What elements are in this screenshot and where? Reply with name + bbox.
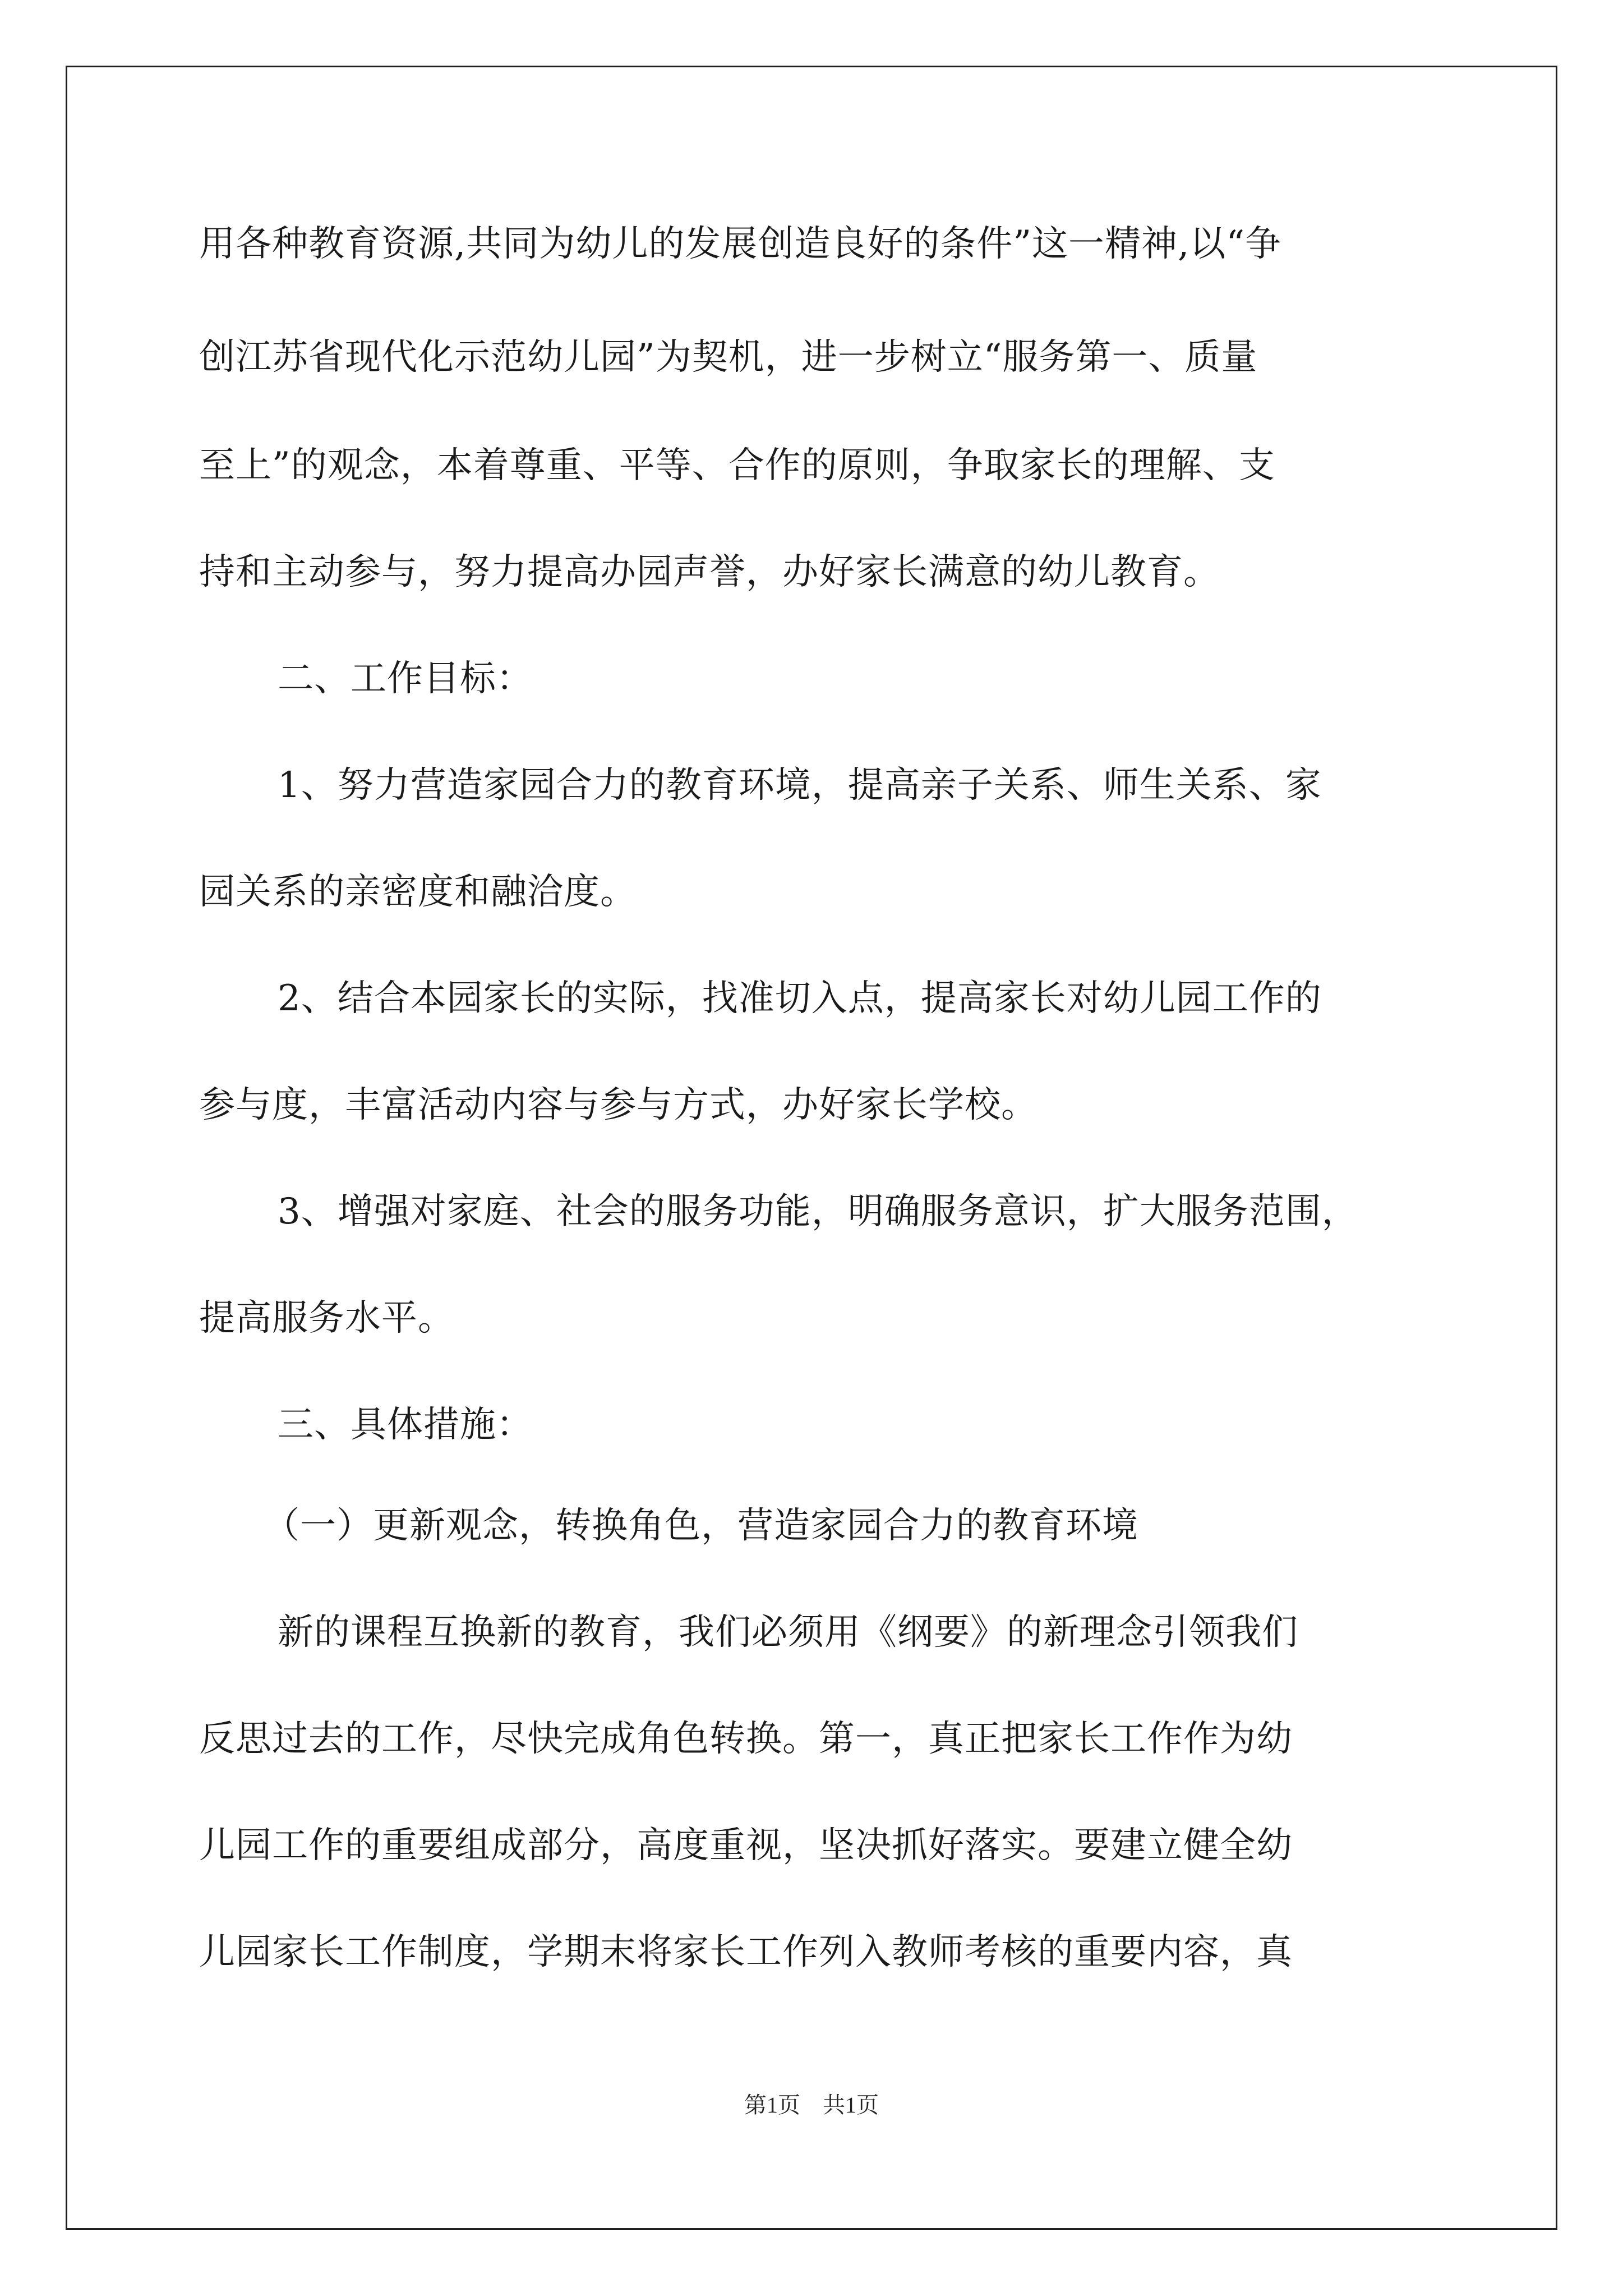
page-border xyxy=(66,66,1557,2230)
goal-item-2: 2、结合本园家长的实际，找准切入点，提高家长对幼儿园工作的 xyxy=(278,978,1322,1019)
body-line: 用各种教育资源,共同为幼儿的发展创造良好的条件”这一精神,以“争 xyxy=(199,223,1282,265)
body-line: 提高服务水平。 xyxy=(199,1297,454,1339)
body-line: 新的课程互换新的教育，我们必须用《纲要》的新理念引领我们 xyxy=(278,1612,1298,1653)
body-line: 创江苏省现代化示范幼儿园”为契机，进一步树立“服务第一、质量 xyxy=(199,337,1258,378)
section-heading-goals: 二、工作目标： xyxy=(278,658,533,700)
body-line: 儿园家长工作制度，学期末将家长工作列入教师考核的重要内容，真 xyxy=(199,1931,1293,1973)
page-number-footer: 第1页 共1页 xyxy=(744,2092,879,2118)
goal-item-1: 1、努力营造家园合力的教育环境，提高亲子关系、师生关系、家 xyxy=(278,765,1322,806)
body-line: 参与度，丰富活动内容与参与方式，办好家长学校。 xyxy=(199,1084,1038,1126)
section-heading-measures: 三、具体措施： xyxy=(278,1404,533,1446)
body-line: 至上”的观念，本着尊重、平等、合作的原则，争取家长的理解、支 xyxy=(199,445,1275,486)
goal-item-3: 3、增强对家庭、社会的服务功能，明确服务意识，扩大服务范围， xyxy=(278,1191,1358,1232)
body-line: 园关系的亲密度和融洽度。 xyxy=(199,871,637,913)
body-line: 反思过去的工作，尽快完成角色转换。第一，真正把家长工作作为幼 xyxy=(199,1718,1293,1760)
body-line: 持和主动参与，努力提高办园声誉，办好家长满意的幼儿教育。 xyxy=(199,551,1220,593)
subsection-heading-1: （一）更新观念，转换角色，营造家园合力的教育环境 xyxy=(264,1505,1138,1547)
body-line: 儿园工作的重要组成部分，高度重视，坚决抓好落实。要建立健全幼 xyxy=(199,1825,1293,1866)
